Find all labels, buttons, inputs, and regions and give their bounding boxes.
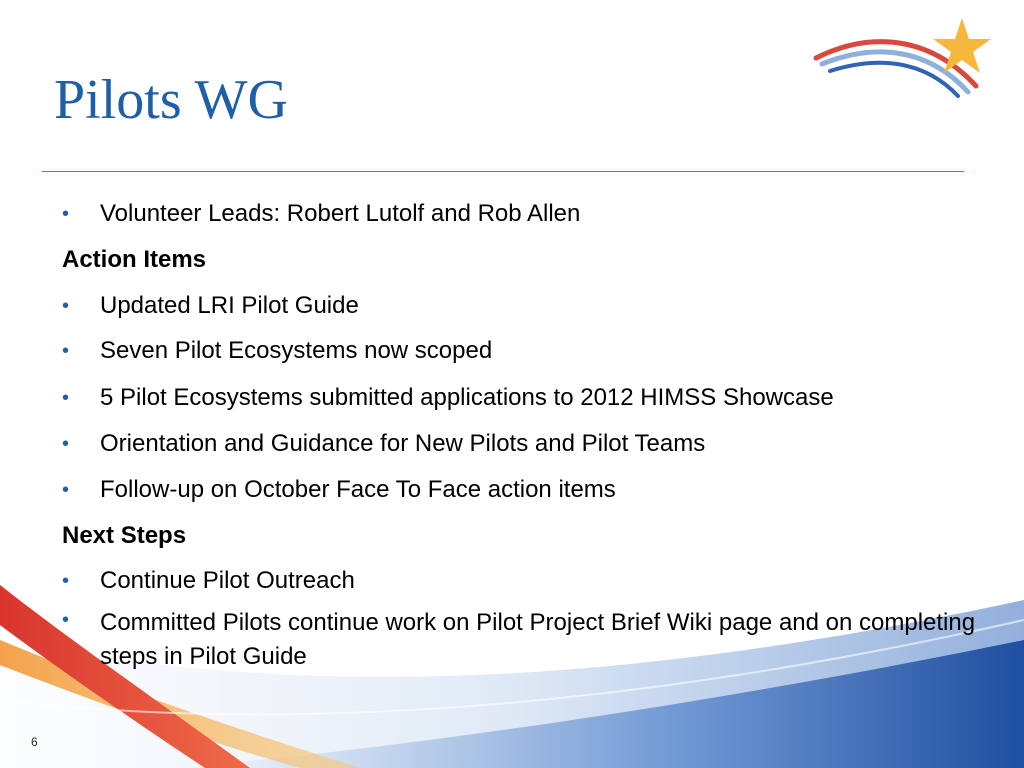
bullet-icon: • [62,387,70,410]
star-swoosh-icon [808,14,998,104]
action-item-text: 5 Pilot Ecosystems submitted applications to 2012 HIMSS Showcase [100,384,834,412]
bullet-icon: • [62,340,70,363]
action-item [62,292,982,321]
action-item [62,337,982,366]
slide-body [62,200,982,673]
action-item-text: Follow-up on October Face To Face action items [100,475,616,503]
page-number: 6 [31,735,38,749]
next-step-text: Committed Pilots continue work on Pilot Project Brief Wiki page and on completing steps in Pilot Guide [100,609,976,670]
bullet-icon: • [62,478,70,501]
action-items-heading: Action Items [62,245,207,273]
bullet-icon: • [62,203,70,225]
bullet-icon: • [62,570,70,593]
leads-bullet [62,200,982,229]
action-item [62,430,982,459]
next-step-text: Continue Pilot Outreach [100,567,355,595]
leads-text: Volunteer Leads: Robert Lutolf and Rob Allen [100,200,581,227]
title-divider [42,171,964,172]
next-steps-heading: Next Steps [62,521,187,549]
bullet-icon: • [62,294,70,317]
action-item [62,384,982,413]
action-item [62,476,982,505]
action-item-text: Updated LRI Pilot Guide [100,291,359,319]
action-item-text: Orientation and Guidance for New Pilots and Pilot Teams [100,429,706,457]
next-step-item [62,606,982,673]
next-step-item [62,567,982,596]
bullet-icon: • [62,432,70,455]
action-item-text: Seven Pilot Ecosystems now scoped [100,337,493,365]
slide-title: Pilots WG [54,69,288,131]
bullet-icon: • [62,609,70,632]
